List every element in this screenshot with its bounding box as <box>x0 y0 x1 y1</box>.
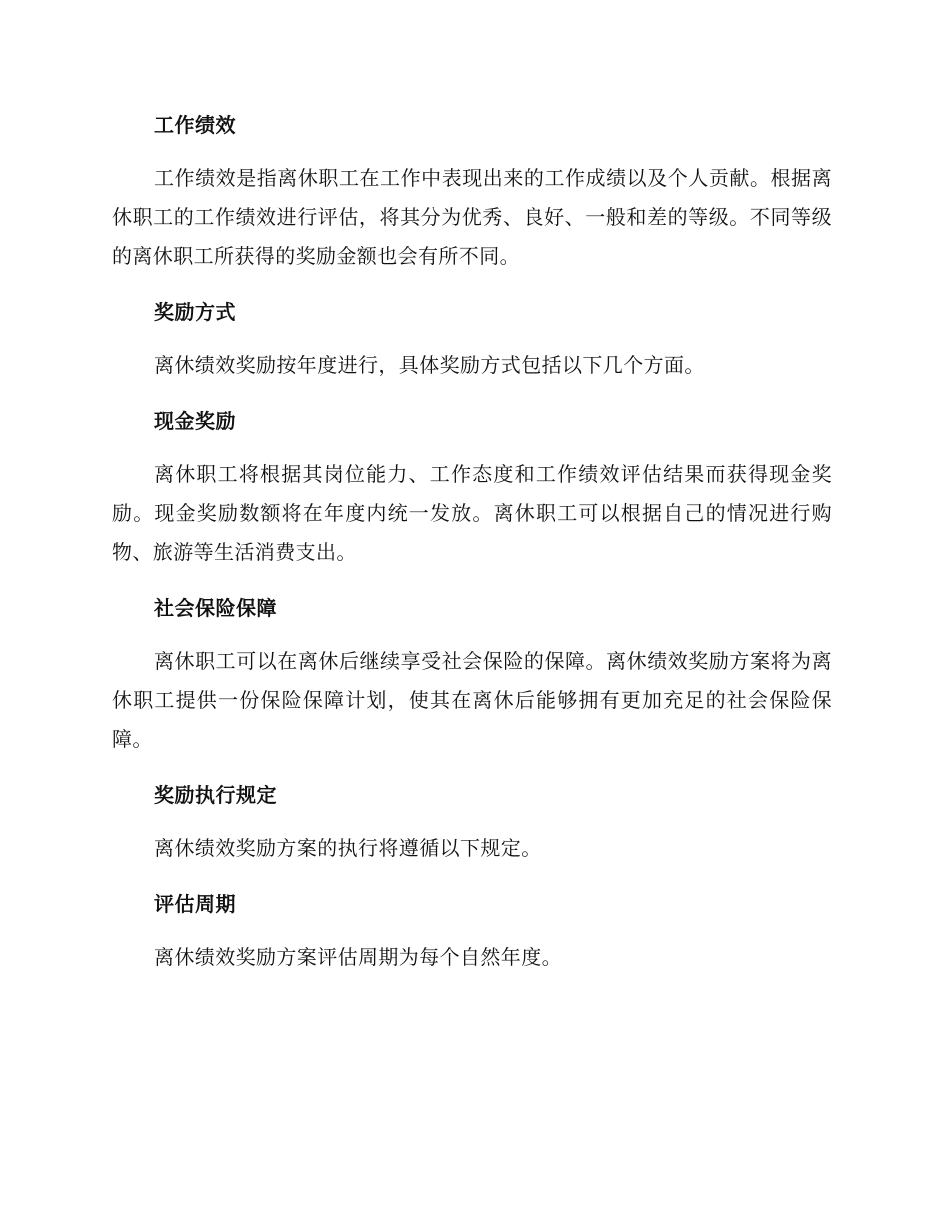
section-paragraph: 离休职工将根据其岗位能力、工作态度和工作绩效评估结果而获得现金奖励。现金奖励数额将在年度内统一发放。离休职工可以根据自己的情况进行购物、旅游等生活消费支出。 <box>112 462 832 564</box>
document-page <box>112 108 832 996</box>
section-paragraph: 工作绩效是指离休职工在工作中表现出来的工作成绩以及个人贡献。根据离休职工的工作绩效进行评估，将其分为优秀、良好、一般和差的等级。不同等级的离休职工所获得的奖励金额也会有所不同。 <box>112 166 832 268</box>
section-paragraph: 离休职工可以在离休后继续享受社会保险的保障。离休绩效奖励方案将为离休职工提供一份保险保障计划，使其在离休后能够拥有更加充足的社会保险保障。 <box>112 649 832 751</box>
section-heading: 评估周期 <box>154 892 236 916</box>
section-heading: 社会保险保障 <box>154 596 277 620</box>
section-heading: 奖励方式 <box>154 300 236 324</box>
section-paragraph: 离休绩效奖励按年度进行，具体奖励方式包括以下几个方面。 <box>154 353 705 377</box>
section-evaluation-cycle <box>112 887 832 977</box>
section-heading: 奖励执行规定 <box>154 783 277 807</box>
section-paragraph: 离休绩效奖励方案的执行将遵循以下规定。 <box>154 836 542 860</box>
section-work-performance <box>112 108 832 276</box>
section-heading: 现金奖励 <box>154 409 236 433</box>
section-social-insurance <box>112 591 832 759</box>
section-cash-reward <box>112 404 832 572</box>
section-reward-method <box>112 295 832 385</box>
section-heading: 工作绩效 <box>154 113 236 137</box>
section-paragraph: 离休绩效奖励方案评估周期为每个自然年度。 <box>154 945 562 969</box>
section-execution-rules <box>112 778 832 868</box>
